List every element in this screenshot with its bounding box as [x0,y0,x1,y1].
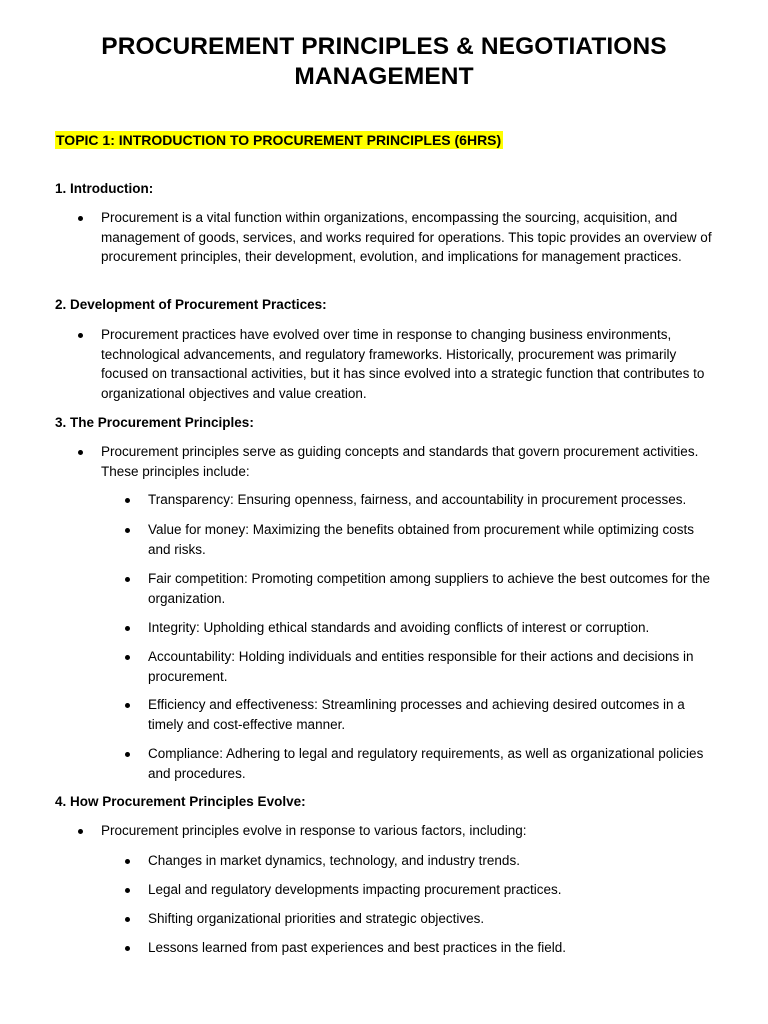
section-heading-evolve: 4. How Procurement Principles Evolve: [55,794,306,809]
sub-bullet-dot [125,626,130,631]
principle-accountability: Accountability: Holding individuals and entities responsible for their actions and decisions in procurement. [148,649,694,684]
principle-efficiency: Efficiency and effectiveness: Streamlining processes and achieving desired outcomes in a timely and cost-effective manner. [148,697,685,732]
principle-fair-competition: Fair competition: Promoting competition among suppliers to achieve the best outcomes for the organization. [148,571,711,606]
evolve-factor-market: Changes in market dynamics, technology, and industry trends. [148,853,520,868]
section-heading-principles: 3. The Procurement Principles: [55,415,254,430]
principle-integrity: Integrity: Upholding ethical standards and avoiding conflicts of interest or corruption. [148,620,650,635]
bullet-dot [78,829,83,834]
topic-heading-highlight: TOPIC 1: INTRODUCTION TO PROCUREMENT PRINCIPLES (6HRS) [56,132,502,148]
topic-heading [55,131,503,149]
principle-value-for-money: Value for money: Maximizing the benefits obtained from procurement while optimizing costs and risks. [148,522,695,557]
sub-bullet-dot [125,577,130,582]
sub-bullet-dot [125,859,130,864]
section-4-paragraph: Procurement principles evolve in response to various factors, including: [101,823,527,838]
evolve-factor-priorities: Shifting organizational priorities and strategic objectives. [148,911,485,926]
bullet-dot [78,333,83,338]
sub-bullet-dot [125,946,130,951]
section-3-paragraph: Procurement principles serve as guiding concepts and standards that govern procurement activities. These principles include: [101,444,699,479]
sub-bullet-dot [125,655,130,660]
evolve-factor-lessons: Lessons learned from past experiences and best practices in the field. [148,940,566,955]
section-2-paragraph: Procurement practices have evolved over time in response to changing business environments, technological advancements, and regulatory frameworks. Historically, procurement was primarily focused on transactional activities, but it has since evolved into a strategic function that contributes to organizational objectives and value creation. [101,327,705,401]
section-heading-development: 2. Development of Procurement Practices: [55,297,327,312]
sub-bullet-dot [125,888,130,893]
bullet-dot [78,216,83,221]
sub-bullet-dot [125,703,130,708]
evolve-factor-legal: Legal and regulatory developments impacting procurement practices. [148,882,562,897]
principle-transparency: Transparency: Ensuring openness, fairness, and accountability in procurement processes. [148,492,687,507]
section-heading-introduction: 1. Introduction: [55,181,154,196]
sub-bullet-dot [125,528,130,533]
section-1-paragraph: Procurement is a vital function within organizations, encompassing the sourcing, acquisition, and management of goods, services, and works required for operations. This topic provides an overview of procurement principles, their development, evolution, and implications for management practices. [101,210,712,264]
sub-bullet-dot [125,752,130,757]
principle-compliance: Compliance: Adhering to legal and regulatory requirements, as well as organizational policies and procedures. [148,746,704,781]
sub-bullet-dot [125,498,130,503]
bullet-dot [78,450,83,455]
document-title: PROCUREMENT PRINCIPLES & NEGOTIATIONS MANAGEMENT [101,33,667,90]
sub-bullet-dot [125,917,130,922]
